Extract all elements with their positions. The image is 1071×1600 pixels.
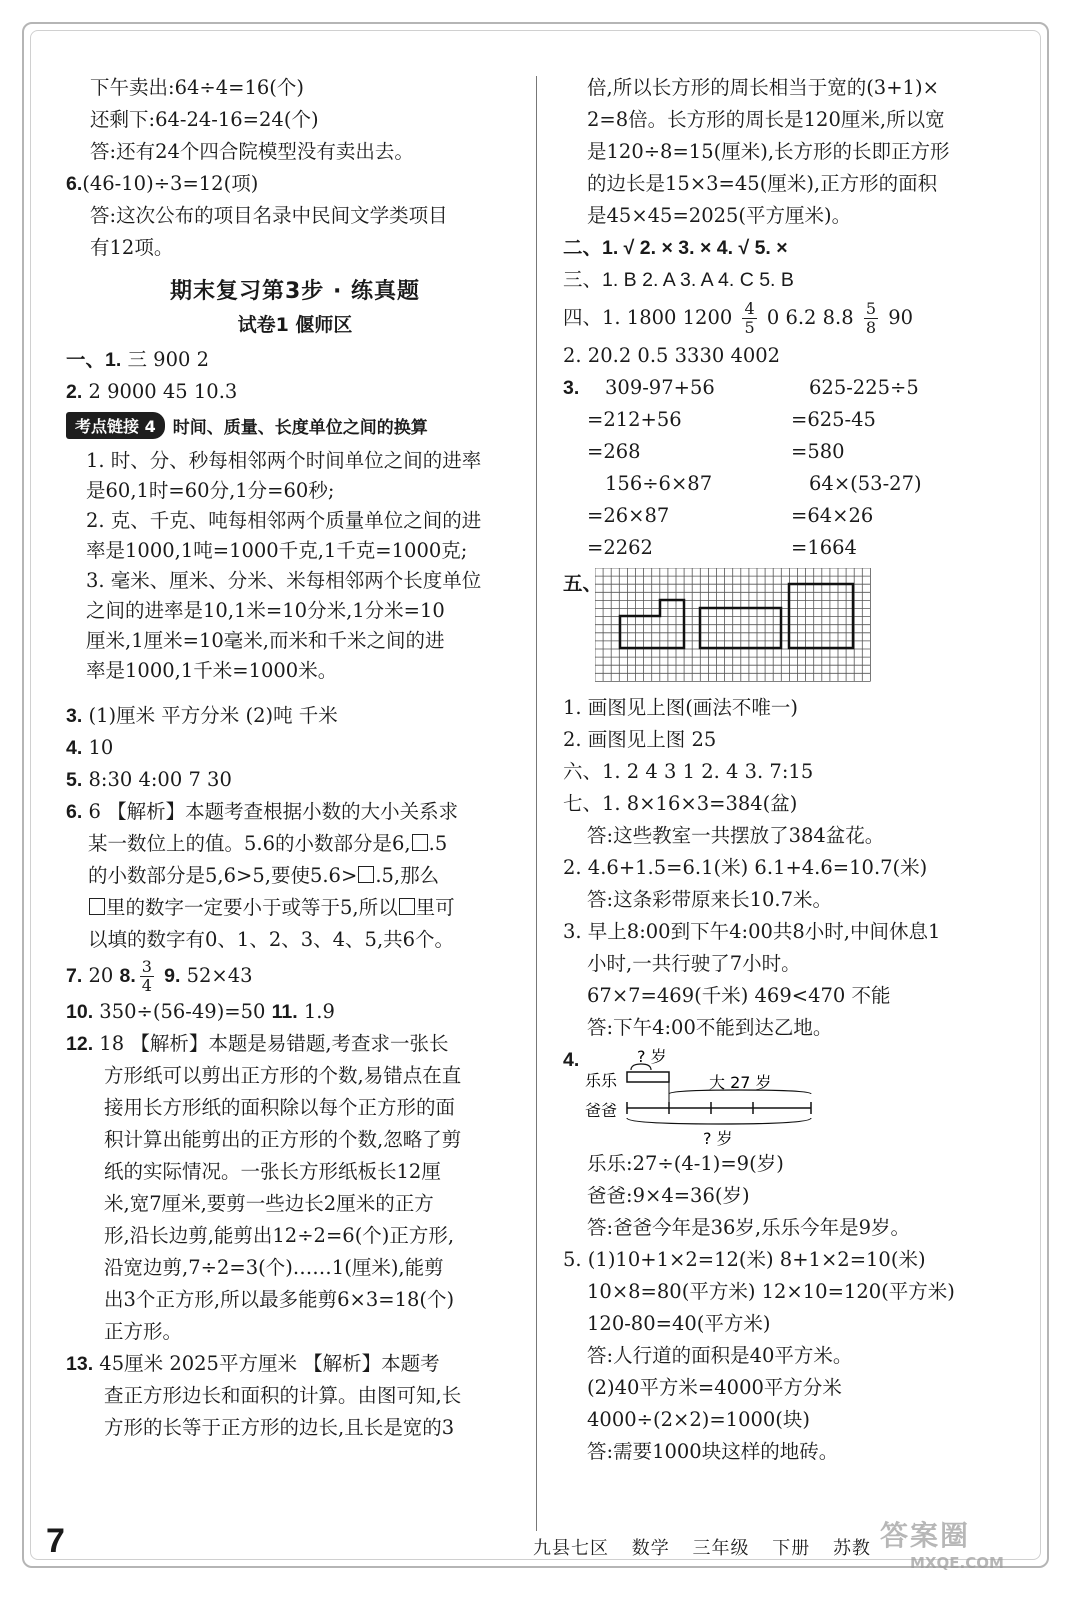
text-line: 查正方形边长和面积的计算。由图可知,长: [104, 1384, 462, 1407]
numerator: 5: [865, 299, 877, 318]
text-line: 率是1000,1千米=1000米。: [86, 659, 338, 682]
text: 8:30 4:00 7 30: [82, 768, 232, 791]
part-7-q2: 2. 4.6+1.5=6.1(米) 6.1+4.6=10.7(米): [563, 856, 928, 879]
drawing-grid-block: [563, 568, 1018, 686]
kaodian-content: [66, 446, 524, 686]
fraction: [742, 300, 756, 337]
fraction: [864, 300, 878, 337]
text-line: 是45×45=2025(平方厘米)。: [587, 204, 852, 227]
text-line: 答:这条彩带原来长10.7米。: [587, 888, 832, 911]
watermark-main: 答案圈: [880, 1519, 971, 1552]
part-1-q2: [66, 376, 524, 408]
text-line: 方形纸可以剪出正方形的个数,易错点在直: [104, 1064, 462, 1087]
text-line: 答:爸爸今年是36岁,乐乐今年是9岁。: [587, 1216, 910, 1239]
question-number: 一、1.: [66, 349, 122, 371]
text-line: 有12项。: [90, 236, 174, 259]
text-line: 4000÷(2×2)=1000(块): [587, 1408, 811, 1431]
blank-box: [358, 866, 374, 883]
question-12: [66, 1028, 524, 1060]
calc-line: =580: [791, 440, 845, 463]
text-line: 方形的长等于正方形的边长,且长是宽的3: [104, 1416, 455, 1439]
footer-info: [533, 1534, 887, 1560]
text-line: 以填的数字有0、1、2、3、4、5,共6个。: [88, 928, 455, 951]
text-line: 3. 毫米、厘米、分米、米每相邻两个长度单位: [86, 569, 482, 592]
text-line: 2. 克、千克、吨每相邻两个质量单位之间的进: [86, 509, 482, 532]
question-number: 13.: [66, 1353, 94, 1375]
text-line: 出3个正方形,所以最多能剪6×3=18(个): [104, 1288, 455, 1311]
text: (1)厘米 平方分米 (2)吨 千米: [82, 704, 338, 727]
text-line: 接用长方形纸的面积除以每个正方形的面: [104, 1096, 456, 1119]
text: 2 9000 45 10.3: [82, 380, 238, 403]
text-line: 答:下午4:00不能到达乙地。: [587, 1016, 833, 1039]
question-7-8-9: [66, 956, 524, 996]
text: 的小数部分是5,6>5,要使5.6>: [88, 864, 358, 887]
right-column: [563, 72, 1018, 1468]
part-2: 二、1. √ 2. × 3. × 4. √ 5. ×: [563, 237, 788, 259]
part-7-q1: 七、1. 8×16×3=384(盆): [563, 792, 798, 815]
question-3: [66, 700, 524, 732]
question-number: 9.: [164, 965, 181, 987]
text-line: [66, 860, 524, 892]
calc-line: 156÷6×87: [605, 472, 713, 495]
part-6: 六、1. 2 4 3 1 2. 4 3. 7:15: [563, 760, 814, 783]
bar-lele: [627, 1072, 669, 1082]
shape-square: [789, 584, 853, 648]
brace-diff-icon: [669, 1090, 811, 1094]
text-line: [66, 828, 524, 860]
age-line-diagram: [585, 1044, 825, 1148]
footer-subject: 数学: [631, 1538, 670, 1559]
text-line: 还剩下:64-24-16=24(个): [90, 108, 319, 131]
text: 18 【解析】本题是易错题,考查求一张长: [93, 1032, 449, 1055]
question-4: [66, 732, 524, 764]
square-grid-figure: [595, 568, 895, 686]
label-baba: 爸爸: [585, 1101, 618, 1120]
text-line: (2)40平方米=4000平方分米: [587, 1376, 842, 1399]
question-number: 4.: [66, 737, 83, 759]
text: 45厘米 2025平方厘米 【解析】本题考: [93, 1352, 440, 1375]
text-line: 答:这些教室一共摆放了384盆花。: [587, 824, 885, 847]
left-column: [66, 72, 524, 1444]
numerator: 3: [141, 957, 152, 976]
text: 三 900 2: [121, 348, 209, 371]
denominator: 5: [744, 318, 755, 337]
text-line: 率是1000,1吨=1000千克,1千克=1000克;: [86, 539, 468, 562]
text: 某一数位上的值。5.6的小数部分是6,: [88, 832, 411, 855]
part-4-q2: 2. 20.2 0.5 3330 4002: [563, 344, 781, 367]
question-13: [66, 1348, 524, 1380]
blank-box: [399, 898, 415, 915]
text: 0 6.2 8.8: [760, 306, 860, 329]
text-line: 答:还有24个四合院模型没有卖出去。: [90, 140, 414, 163]
numerator: 4: [744, 299, 755, 318]
calc-line: =2262: [587, 536, 653, 559]
question-number: 10.: [66, 1001, 94, 1023]
calc-line: =1664: [791, 536, 857, 559]
question-5: [66, 764, 524, 796]
text: (46-10)÷3=12(项): [82, 172, 259, 195]
text-line: 之间的进率是10,1米=10分米,1分米=10: [86, 599, 445, 622]
kaodian-title: 时间、质量、长度单位之间的换算: [172, 417, 428, 438]
text: 90: [882, 306, 914, 329]
section-subtitle: 试卷1 偃师区: [237, 314, 353, 336]
part-1-q1: [66, 344, 524, 376]
question-10-11: [66, 996, 524, 1028]
part-7-q3: 3. 早上8:00到下午4:00共8小时,中间休息1: [563, 920, 941, 943]
text-line: 答:这次公布的项目名录中民间文学类项目: [90, 204, 448, 227]
text-line: 纸的实际情况。一张长方形纸板长12厘: [104, 1160, 441, 1183]
question-6: [66, 168, 524, 200]
section-title: 期末复习第3步 · 练真题: [170, 279, 420, 304]
calc-line: 309-97+56: [605, 376, 715, 399]
text: 20: [82, 964, 120, 987]
blank-box: [412, 834, 428, 851]
part-5-q1: 1. 画图见上图(画法不唯一): [563, 696, 799, 719]
page-number: 7: [46, 1522, 65, 1560]
text-line: 正方形。: [104, 1320, 183, 1343]
question-number: 3.: [66, 705, 83, 727]
footer-edition: 苏教: [832, 1538, 871, 1559]
age-diagram-block: [563, 1044, 1018, 1148]
text: 里的数字一定要小于或等于5,所以: [106, 896, 398, 919]
text-line: 是60,1时=60分,1分=60秒;: [86, 479, 335, 502]
calc-line: 625-225÷5: [809, 376, 919, 399]
question-number: 6.: [66, 173, 83, 195]
part-5-q2: 2. 画图见上图 25: [563, 728, 717, 751]
text-line: 积计算出能剪出的正方形的个数,忽略了剪: [104, 1128, 462, 1151]
fraction: [140, 958, 154, 995]
footer-grade: 三年级: [692, 1538, 750, 1559]
calc-block: [563, 372, 1018, 564]
question-number: 2.: [66, 381, 83, 403]
calc-line: =212+56: [587, 408, 682, 431]
text-line: 2=8倍。长方形的周长是120厘米,所以宽: [587, 108, 945, 131]
watermark-site: MXQE.COM: [910, 1554, 1004, 1572]
text: 1.9: [297, 1000, 335, 1023]
text-line: 厘米,1厘米=10毫米,而米和千米之间的进: [86, 629, 445, 652]
brace-bottom-icon: [627, 1118, 811, 1124]
text: 52×43: [180, 964, 253, 987]
text-line: 是120÷8=15(厘米),长方形的长即正方形: [587, 140, 950, 163]
label-lele: 乐乐: [585, 1071, 618, 1090]
diff-label: 大 27 岁: [709, 1073, 772, 1092]
text-line: 米,宽7厘米,要剪一些边长2厘米的正方: [104, 1192, 434, 1215]
text: 10: [82, 736, 114, 759]
text-line: 小时,一共行驶了7小时。: [587, 952, 801, 975]
text: .5,那么: [375, 864, 440, 887]
text: 350÷(56-49)=50: [93, 1000, 272, 1023]
age-question-bottom: ? 岁: [703, 1129, 733, 1148]
column-divider: [536, 76, 537, 1531]
question-number: 12.: [66, 1033, 94, 1055]
text-line: 67×7=469(千米) 469<470 不能: [587, 984, 891, 1007]
text-line: [66, 892, 524, 924]
text: 6 【解析】本题考查根据小数的大小关系求: [82, 800, 459, 823]
text-line: 形,沿长边剪,能剪出12÷2=6(个)正方形,: [104, 1224, 455, 1247]
denominator: 8: [865, 318, 877, 337]
text: 四、1. 1800 1200: [563, 306, 739, 329]
text: .5: [428, 832, 448, 855]
question-number: 5.: [66, 769, 83, 791]
calc-line: =268: [587, 440, 641, 463]
calc-line: =26×87: [587, 504, 670, 527]
part-5-label: 五、: [563, 573, 603, 595]
question-number: 3.: [563, 377, 580, 399]
text-line: 爸爸:9×4=36(岁): [587, 1184, 750, 1207]
footer-volume: 下册: [772, 1538, 811, 1559]
footer-region: 九县七区: [533, 1538, 609, 1559]
part-7-q5: 5. (1)10+1×2=12(米) 8+1×2=10(米): [563, 1248, 926, 1271]
text-line: 倍,所以长方形的周长相当于宽的(3+1)×: [587, 76, 939, 99]
question-number: 11.: [271, 1001, 298, 1023]
denominator: 4: [141, 976, 152, 995]
age-question-top: ? 岁: [637, 1047, 667, 1066]
question-number: 7.: [66, 965, 83, 987]
calc-line: =64×26: [791, 504, 874, 527]
question-6b: [66, 796, 524, 828]
part-4-q1: [563, 296, 1018, 340]
watermark-logo: [880, 1514, 1040, 1576]
calc-line: =625-45: [791, 408, 876, 431]
text-line: 答:需要1000块这样的地砖。: [587, 1440, 839, 1463]
text: 里可: [415, 896, 455, 919]
text-line: 答:人行道的面积是40平方米。: [587, 1344, 853, 1367]
text-line: 沿宽边剪,7÷2=3(个)……1(厘米),能剪: [104, 1256, 444, 1279]
question-number: 6.: [66, 801, 83, 823]
calc-line: 64×(53-27): [809, 472, 922, 495]
text-line: 的边长是15×3=45(厘米),正方形的面积: [587, 172, 938, 195]
part-3: 三、1. B 2. A 3. A 4. C 5. B: [563, 269, 794, 291]
kaodian-badge: 考点链接 4: [66, 412, 165, 439]
text-line: 下午卖出:64÷4=16(个): [90, 76, 304, 99]
text-line: 120-80=40(平方米): [587, 1312, 771, 1335]
question-number: 4.: [563, 1049, 580, 1071]
text-line: 乐乐:27÷(4-1)=9(岁): [587, 1152, 784, 1175]
kaodian-header: [66, 410, 524, 440]
text-line: 10×8=80(平方米) 12×10=120(平方米): [587, 1280, 955, 1303]
question-number: 8.: [119, 965, 136, 987]
blank-box: [89, 898, 105, 915]
text-line: 1. 时、分、秒每相邻两个时间单位之间的进率: [86, 449, 482, 472]
